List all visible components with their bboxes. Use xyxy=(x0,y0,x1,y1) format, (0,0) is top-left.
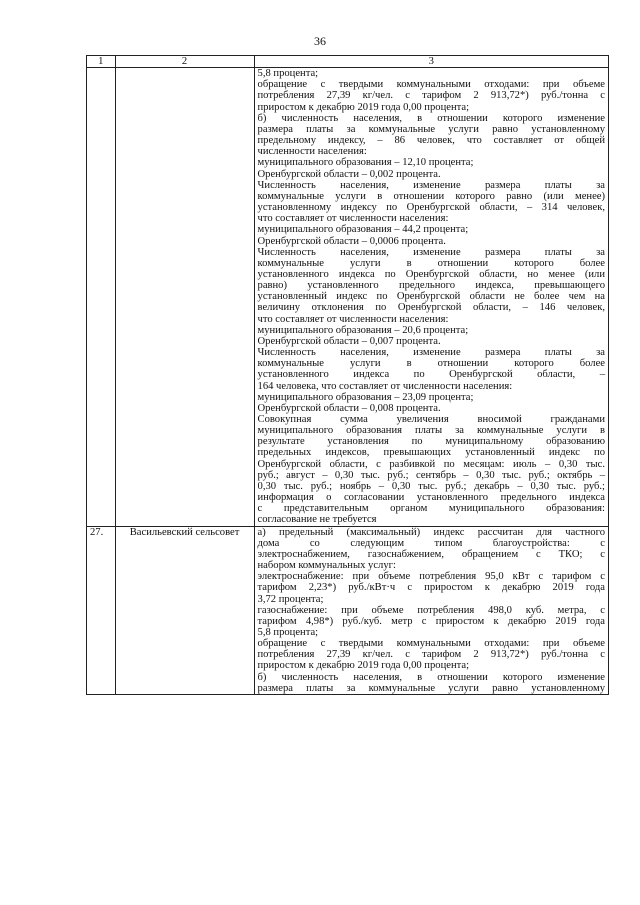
text-line: муниципального образования – 44,2 процента; xyxy=(257,224,469,236)
text-line: 5,8 процента; xyxy=(257,626,319,638)
text-line: коммунальные услуги в отношении которого более xyxy=(257,358,605,370)
text-line: с представительным органом муниципального образования: xyxy=(257,503,605,515)
text-line: Численность населения, изменение размера платы за xyxy=(257,347,605,359)
text-line: муниципального образования – 12,10 процента; xyxy=(257,157,474,169)
text-line: Оренбургской области – 0,008 процента. xyxy=(257,402,441,414)
text-line: потребления 27,39 кг/чел. с тарифом 2 913,72*) руб./тонна с xyxy=(257,649,605,661)
header-col-3: 3 xyxy=(254,56,608,68)
text-line: руб.; август – 0,30 тыс. руб.; сентябрь – 0,30 тыс. руб.; октябрь – xyxy=(257,469,605,481)
header-col-1: 1 xyxy=(87,56,116,68)
text-line: коммунальные услуги в отношении которого более xyxy=(257,257,605,269)
text-line: величину отклонения по Оренбургской области, – 146 человек, xyxy=(257,302,605,314)
text-line: 5,8 процента; xyxy=(257,68,319,80)
text-line: что составляет от численности населения: xyxy=(257,213,449,225)
row-number xyxy=(87,68,116,526)
text-line: тарифом 2,23*) руб./кВт·ч с приростом к декабрю 2019 года xyxy=(257,582,605,594)
text-line: приростом к декабрю 2019 года 0,00 процента; xyxy=(257,660,470,672)
text-line: набором коммунальных услуг: xyxy=(257,560,396,572)
table-row-27 xyxy=(87,526,609,694)
text-line: дома со следующим типом благоустройства: с xyxy=(257,537,605,549)
row-text xyxy=(254,526,608,694)
text-line: электроснабжение: при объеме потребления 95,0 кВт с тарифом с xyxy=(257,571,605,583)
text-line: что составляет от численности населения: xyxy=(257,313,449,325)
text-line: муниципального образования платы за коммунальные услуги в xyxy=(257,425,605,437)
row-name xyxy=(115,68,254,526)
text-line: Оренбургской области – 0,007 процента. xyxy=(257,335,441,347)
text-line: Численность населения, изменение размера платы за xyxy=(257,179,605,191)
text-line: результате установления по муниципальному образованию xyxy=(257,436,605,448)
document-table xyxy=(86,55,609,695)
text-line: численности населения: xyxy=(257,146,367,158)
text-line: установленного индекса по Оренбургской области, – xyxy=(257,369,605,381)
text-line: муниципального образования – 20,6 процента; xyxy=(257,324,469,336)
header-row xyxy=(87,56,609,68)
text-line: б) численность населения, в отношении которого изменение xyxy=(257,671,605,683)
header-col-2: 2 xyxy=(115,56,254,68)
text-line: равно) установленного предельного индекса, превышающего xyxy=(257,280,605,292)
text-line: 3,72 процента; xyxy=(257,593,324,605)
text-line: установленного индекса по Оренбургской области, но менее (или xyxy=(257,268,605,280)
page-number: 36 xyxy=(314,34,326,48)
text-line: Численность населения, изменение размера платы за xyxy=(257,246,605,258)
text-line: Оренбургской области – 0,002 процента. xyxy=(257,168,441,180)
text-line: а) предельный (максимальный) индекс рассчитан для частного xyxy=(257,526,605,538)
text-line: приростом к декабрю 2019 года 0,00 процента; xyxy=(257,101,470,113)
text-line: электроснабжением, газоснабжением, обращением с ТКО; с xyxy=(257,548,605,560)
text-line: установленный индекс по Оренбургской области не более чем на xyxy=(257,291,605,303)
table-row-continued xyxy=(87,68,609,526)
text-line: предельному индексу, – 86 человек, что составляет от общей xyxy=(257,135,605,147)
text-line: Оренбургской области – 0,0006 процента. xyxy=(257,235,446,247)
text-line: информация о согласовании установленного предельного индекса xyxy=(257,492,605,504)
text-line: согласование не требуется xyxy=(257,514,377,526)
text-line: муниципального образования – 23,09 процента; xyxy=(257,391,474,403)
text-line: установленному индексу по Оренбургской области, – 314 человек, xyxy=(257,202,605,214)
row-number: 27. xyxy=(87,526,116,694)
text-line: коммунальные услуги в отношении которого равно (или менее) xyxy=(257,190,605,202)
text-line: 0,30 тыс. руб.; ноябрь – 0,30 тыс. руб.; декабрь – 0,30 тыс. руб.; xyxy=(257,480,605,492)
text-line: предельных индексов, превышающих установленный индекс по xyxy=(257,447,605,459)
text-line: обращение с твердыми коммунальными отходами: при объеме xyxy=(257,638,605,650)
row-name: Васильевский сельсовет xyxy=(115,526,254,694)
text-line: размера платы за коммунальные услуги равно установленному xyxy=(257,682,605,694)
text-line: Оренбургской области, с разбивкой по месяцам: июль – 0,30 тыс. xyxy=(257,458,605,470)
text-line: б) численность населения, в отношении которого изменение xyxy=(257,112,605,124)
text-line: обращение с твердыми коммунальными отходами: при объеме xyxy=(257,79,605,91)
text-line: 164 человека, что составляет от численности населения: xyxy=(257,380,513,392)
text-line: тарифом 4,98*) руб./куб. метр с приростом к декабрю 2019 года xyxy=(257,615,605,627)
text-line: размера платы за коммунальные услуги равно установленному xyxy=(257,123,605,135)
text-line: Совокупная сумма увеличения вносимой гражданами xyxy=(257,414,605,425)
text-line: газоснабжение: при объеме потребления 498,0 куб. метра, с xyxy=(257,604,605,616)
row-text xyxy=(254,68,608,526)
text-line: потребления 27,39 кг/чел. с тарифом 2 913,72*) руб./тонна с xyxy=(257,90,605,102)
